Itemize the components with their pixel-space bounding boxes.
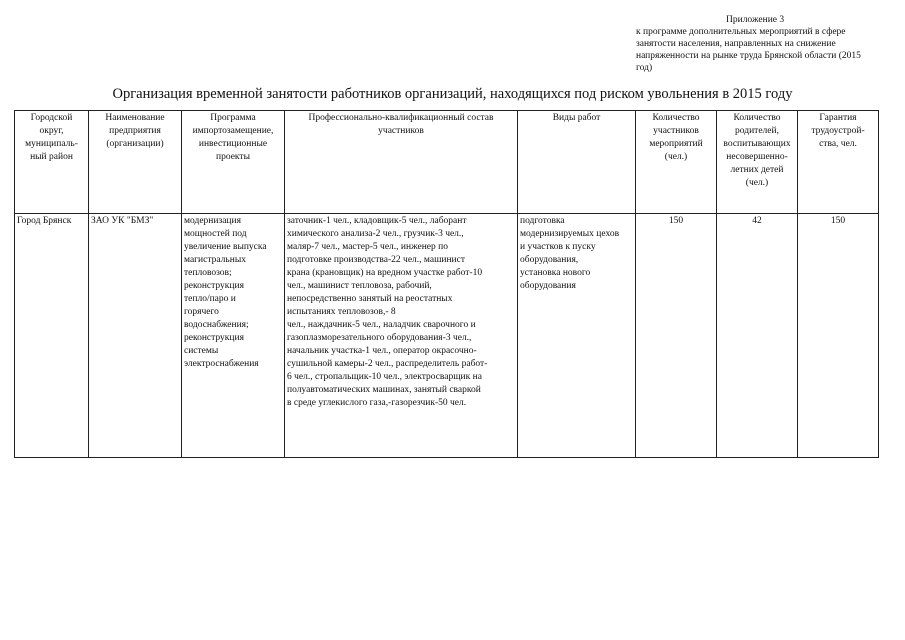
cell-work-types: подготовка модернизируемых цехов и участков к пуску оборудования, установка нового оборудования	[518, 214, 636, 458]
document-title: Организация временной занятости работников организаций, находящихся под риском увольнения в 2015 году	[112, 86, 793, 102]
header-guarantee: Гарантия трудоустрой- ства, чел.	[798, 111, 879, 214]
header-program: Программа импортозамещение, инвестиционные проекты	[182, 111, 285, 214]
cell-composition: заточник-1 чел., кладовщик-5 чел., лаборант химического анализа-2 чел., грузчик-3 чел., маляр-7 чел., мастер-5 чел., инженер по подготовке производства-22 чел., машинист крана (крановщик) на вредном участке работ-10 чел., машинист тепловоза, рабочий, непосредственно занятый на реостатных испытаниях тепловозов,- 8 чел., наждачник-5 чел., наладчик сварочного и газоплазморезательного оборудования-3 чел., начальник участка-1 чел., оператор окрасочно- сушильной камеры-2 чел., распределитель работ- 6 чел., стропальщик-10 чел., электросварщик на полуавтоматических машинах, занятый сваркой в среде углекислого газа,-газорезчик-50 чел.	[285, 214, 518, 458]
header-district: Городской округ, муниципаль- ный район	[15, 111, 89, 214]
cell-guarantee: 150	[798, 214, 879, 458]
table-row	[15, 214, 879, 458]
header-participants: Количество участников мероприятий (чел.)	[636, 111, 717, 214]
appendix-note	[636, 14, 876, 74]
appendix-text: к программе дополнительных мероприятий в сфере занятости населения, направленных на снижение напряженности на рынке труда Брянской области (2015 год)	[636, 27, 861, 73]
cell-participants: 150	[636, 214, 717, 458]
header-parents: Количество родителей, воспитывающих несовершенно- летних детей (чел.)	[717, 111, 798, 214]
cell-parents: 42	[717, 214, 798, 458]
table-header-row	[15, 111, 879, 214]
appendix-title: Приложение 3	[726, 15, 785, 25]
cell-district: Город Брянск	[15, 214, 89, 458]
cell-enterprise: ЗАО УК "БМЗ"	[89, 214, 182, 458]
cell-program: модернизация мощностей под увеличение выпуска магистральных тепловозов; реконструкция тепло/паро и горячего водоснабжения; реконструкция системы электроснабжения	[182, 214, 285, 458]
employment-table	[14, 110, 879, 458]
header-work-types: Виды работ	[518, 111, 636, 214]
header-composition: Профессионально-квалификационный состав участников	[285, 111, 518, 214]
header-enterprise: Наименование предприятия (организации)	[89, 111, 182, 214]
